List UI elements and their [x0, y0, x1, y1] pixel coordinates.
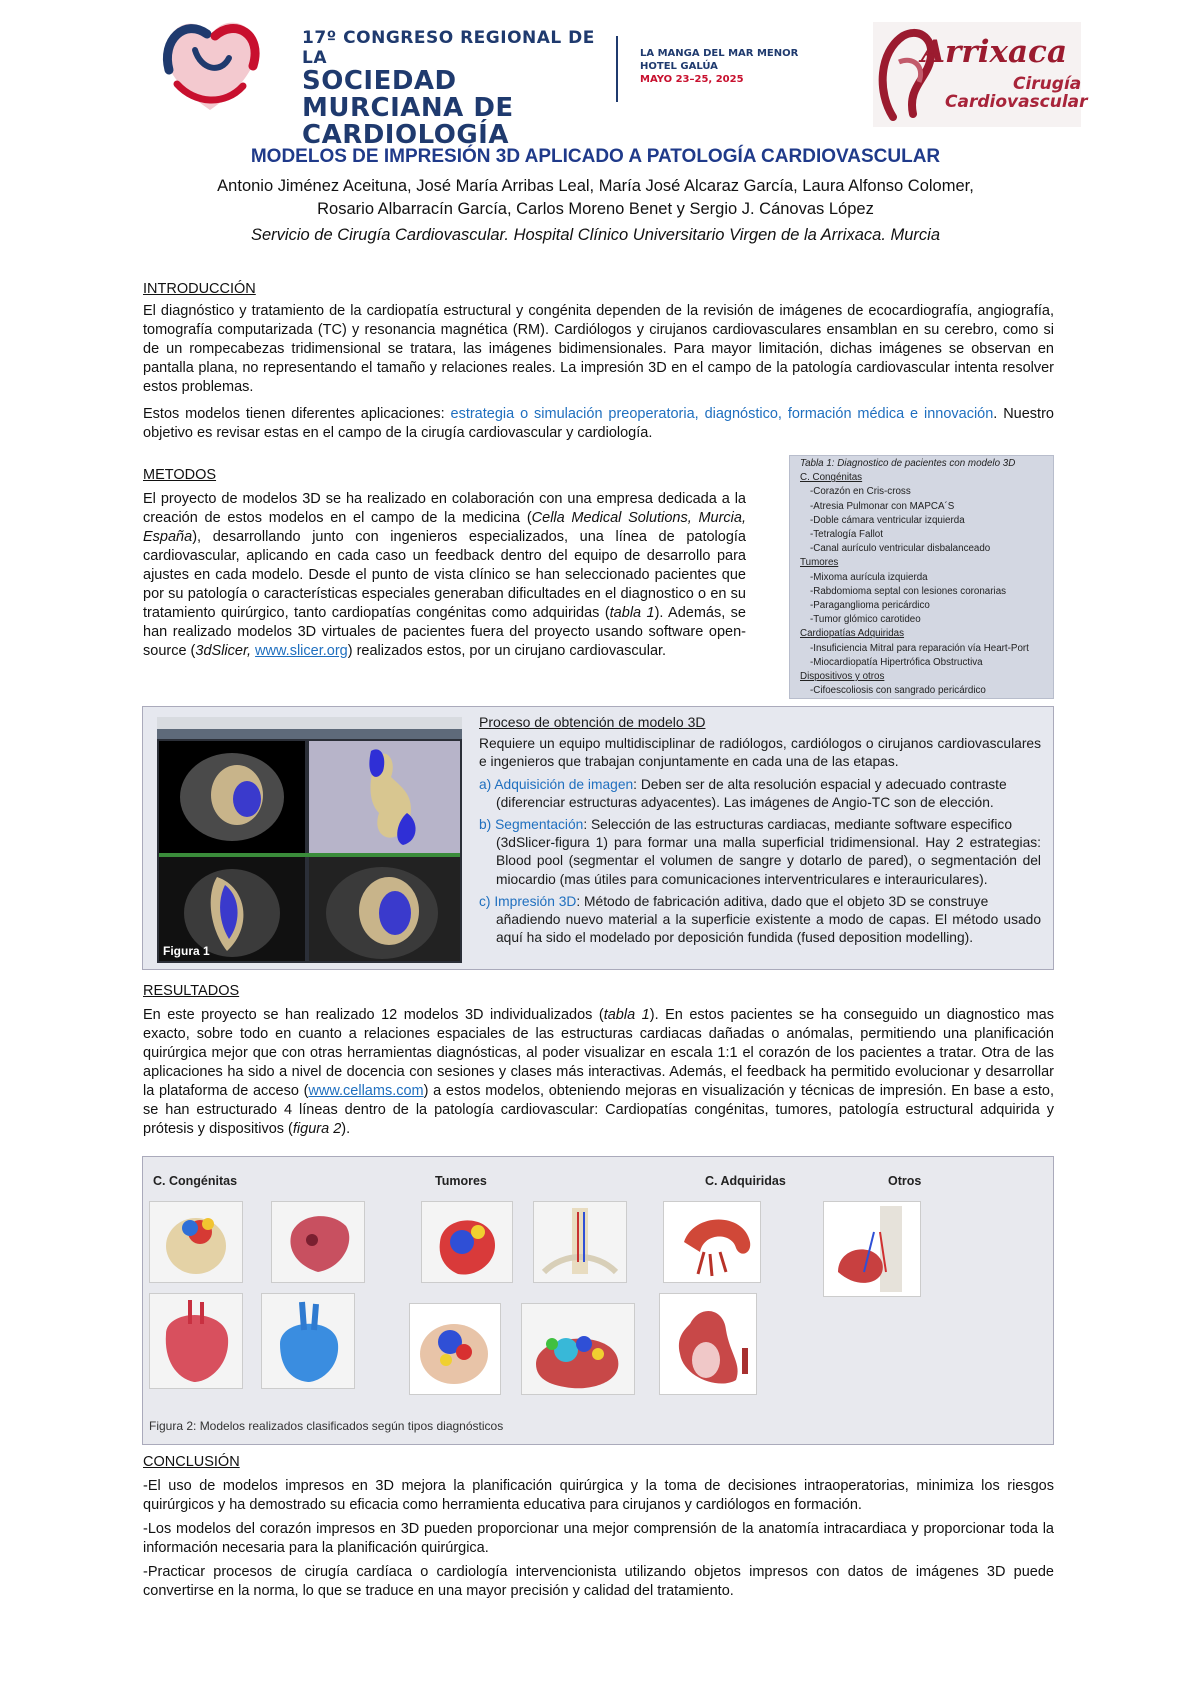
tabla-category: Dispositivos y otros [800, 671, 885, 683]
congress-edition: 17º CONGRESO REGIONAL DE LA [302, 28, 595, 68]
step-c-detail: añadiendo nuevo material a la superficie existente a modo de capas. El método usado aquí ha sido el modelado por deposición fundida (fused deposition modelling). [496, 912, 1041, 946]
model-photo-congenita-1 [149, 1201, 243, 1283]
tabla-item: -Paraganglioma pericárdico [810, 600, 930, 612]
arrixaca-cardiovascular: Cardiovascular [945, 92, 1088, 112]
author-list [150, 175, 1041, 221]
metodos-software: 3dSlicer, [195, 643, 256, 659]
model-photo-otros-1 [823, 1201, 921, 1297]
conclusion-point-3: -Practicar procesos de cirugía cardíaca o cardiología intervencionista utilizando objetos impresos con datos de imágenes 3D puede convertirse en la norma, lo que se traduce en una mayor precisión y calidad del tratamiento. [143, 1564, 1054, 1599]
figure-1-label: Figura 1 [163, 944, 210, 958]
tabla-category: Tumores [800, 557, 839, 569]
model-photo-adquirida-1 [663, 1201, 761, 1283]
model-photo-tumor-1 [421, 1201, 513, 1283]
model-photo-tumor-2 [533, 1201, 627, 1283]
poster-title: MODELOS DE IMPRESIÓN 3D APLICADO A PATOLOGÍA CARDIOVASCULAR [250, 146, 941, 167]
process-title: Proceso de obtención de modelo 3D [479, 714, 706, 730]
venue-location: LA MANGA DEL MAR MENOR [640, 48, 799, 59]
intro-paragraph-2 [143, 405, 1054, 443]
tabla-category: Cardiopatías Adquiridas [800, 628, 905, 640]
fig2-head-tumores: Tumores [435, 1174, 487, 1188]
process-panel [142, 706, 1054, 970]
affiliation: Servicio de Cirugía Cardiovascular. Hospital Clínico Universitario Virgen de la Arrixaca. Murcia [251, 226, 940, 244]
tabla-item: -Doble cámara ventricular izquierda [810, 514, 965, 526]
metodos-heading: METODOS [143, 467, 217, 483]
metodos-text-4: ) realizados estos, por un cirujano cardiovascular. [347, 643, 667, 659]
slicer-views-image [157, 717, 462, 963]
tabla-item: -Tetralogía Fallot [810, 529, 883, 541]
step-c-text: : Método de fabricación aditiva, dado que el objeto 3D se construye [576, 893, 989, 909]
metodos-paragraph [143, 490, 746, 661]
model-photo-adquirida-2 [659, 1293, 757, 1395]
intro-applications: estrategia o simulación preoperatoria, diagnóstico, formación médica e innovación [450, 406, 994, 422]
congress-venue [640, 47, 820, 86]
tabla-title: Tabla 1: Diagnostico de pacientes con modelo 3D [800, 458, 1016, 469]
conclusion-point-1: -El uso de modelos impresos en 3D mejora la planificación quirúrgica y la toma de decisiones intraoperatorias, minimiza los riesgos quirúrgicos y ha demostrado su eficacia como herramienta educativa para cirujanos y cardiólogos en formación. [143, 1478, 1054, 1513]
conclusion-heading: CONCLUSIÓN [143, 1454, 240, 1470]
society-specialty: CARDIOLOGÍA [302, 120, 509, 150]
intro-p2-end: . Nuestro objetivo es revisar estas en el campo de la cirugía cardiovascular y cardiología. [143, 406, 1054, 441]
metodos-company: Cella Medical Solutions, Murcia, España [143, 510, 746, 545]
resultados-figura-ref: figura 2 [292, 1121, 342, 1137]
model-photo-congenita-2 [271, 1201, 365, 1283]
resultados-tabla-ref: tabla 1 [603, 1007, 650, 1023]
fig2-head-adquiridas: C. Adquiridas [705, 1174, 786, 1188]
tabla-body [800, 471, 1053, 698]
arrixaca-wordmark: Arrixaca [921, 34, 1068, 70]
society-name: SOCIEDAD MURCIANA DE [302, 66, 514, 123]
tabla-1 [789, 455, 1054, 699]
header-divider [616, 36, 618, 102]
model-photo-tumor-3 [409, 1303, 501, 1395]
congress-name [302, 28, 622, 149]
arrixaca-cirugia: Cirugía [1013, 74, 1082, 94]
intro-p2-start: Estos modelos tienen diferentes aplicaciones: [143, 406, 451, 422]
fig2-head-otros: Otros [888, 1174, 922, 1188]
tabla-item: -Miocardiopatía Hipertrófica Obstructiva [810, 656, 983, 668]
step-b [479, 816, 1041, 834]
figure-2-panel [142, 1156, 1054, 1445]
poster-header [0, 0, 1191, 150]
resultados-heading: RESULTADOS [143, 983, 240, 999]
cellams-link[interactable]: www.cellams.com [308, 1083, 424, 1099]
venue-hotel: HOTEL GALÚA [640, 61, 718, 72]
step-a [479, 776, 1041, 794]
tabla-item: -Canal aurículo ventricular disbalanceado [810, 543, 991, 555]
metodos-tabla-ref: tabla 1 [609, 605, 655, 621]
metodos-text-3: ). Además, se han realizado modelos 3D virtuales de pacientes fuera del proyecto usando software open-source ( [143, 605, 746, 659]
resultados-text-3: ) a estos modelos, obteniendo mejoras en visualización y técnicas de impresión. En base a esto, se han estructurado 4 líneas dentro de la patología cardiovascular: Cardiopatías congénitas, tumores, patología estructural adquirida y prótesis y dispositivos ( [143, 1083, 1054, 1137]
metodos-text-1: El proyecto de modelos 3D se ha realizado en colaboración con una empresa dedicada a la creación de estos modelos en el campo de la medicina ( [143, 491, 746, 526]
figure-2-caption: Figura 2: Modelos realizados clasificados según tipos diagnósticos [149, 1419, 504, 1433]
tabla-item: -Insuficiencia Mitral para reparación vía Heart-Port [810, 642, 1029, 654]
intro-paragraph-1: El diagnóstico y tratamiento de la cardiopatía estructural y congénita dependen de la revisión de imágenes de ecocardiografía, angiografía, tomografía computarizada (TC) y resonancia magnética (RM). Cardiólogos y cirujanos cardiovasculares ensamblan en su cerebro, como si de un rompecabezas tridimensional se tratara, las imágenes bidimensionales. Para mayor limitación, dichas imágenes se observan en pantalla plana, no representando el tamaño y relaciones reales. La impresión 3D en el campo de la patología cardiovascular intenta resolver estos problemas. [143, 303, 1054, 395]
congress-heart-logo [155, 10, 265, 120]
fig2-head-congenitas: C. Congénitas [153, 1174, 238, 1188]
tabla-item: -Rabdomioma septal con lesiones coronarias [810, 585, 1007, 597]
tabla-category: C. Congénitas [800, 472, 863, 484]
figure-1-slicer-screenshot [157, 717, 462, 963]
tabla-item: -Corazón en Cris-cross [810, 486, 911, 498]
step-b-detail: (3dSlicer-figura 1) para formar una malla superficial tridimensional. Hay 2 estrategias: Blood pool (segmentar el volumen de sangre y dotarlo de pared), o segmentación del miocardio (mas útiles para comunicaciones interventriculares e interauriculares). [496, 835, 1041, 887]
tabla-item: -Atresia Pulmonar con MAPCA´S [810, 500, 955, 512]
resultados-text-2: ). En estos pacientes se ha conseguido un diagnostico mas exacto, sobre todo en cuanto a relaciones espaciales de las estructuras cardiacas dañadas o anómalas, permitiendo una planificación quirúrgica mejor que con otras herramientas diagnósticas, al poder visualizar en escala 1:1 el corazón de los pacientes a tratar. Otra de las aplicaciones ha sido a nivel de docencia con sesiones y clases más interactivas. Además, el feedback ha permitido evolucionar y desarrollar la plataforma de acceso ( [143, 1007, 1054, 1099]
arrixaca-logo [873, 22, 1088, 127]
tabla-item: -Cifoescoliosis con sangrado pericárdico [810, 685, 986, 697]
step-c [479, 893, 1041, 911]
tabla-item: -Tumor glómico carotideo [810, 614, 921, 626]
resultados-text-1: En este proyecto se han realizado 12 modelos 3D individualizados ( [143, 1007, 604, 1023]
slicer-link[interactable]: www.slicer.org [255, 643, 348, 659]
model-photo-congenita-4 [261, 1293, 355, 1389]
conclusion-point-2: -Los modelos del corazón impresos en 3D pueden proporcionar una mejor comprensión de la anatomía intracardiaca y proporcionar toda la información necesaria para la planificación quirúrgica. [143, 1521, 1054, 1556]
tabla-item: -Mixoma aurícula izquierda [810, 571, 928, 583]
metodos-text-2: ), desarrollando junto con ingenieros especializados, una línea de patología cardiovascular, aplicando en cada caso un feedback dentro del equipo de desarrollo para ajustes en cada modelo. Desde el punto de vista clínico se han seleccionado pacientes que por su patología o características especiales generaban dificultades en el diagnostico o en su tratamiento quirúrgico, tanto cardiopatías congénitas como adquiridas ( [143, 529, 746, 621]
step-a-label: a) Adquisición de imagen [479, 776, 634, 792]
resultados-paragraph [143, 1006, 1054, 1139]
step-b-text: : Selección de las estructuras cardiacas, mediante software especifico [583, 817, 1012, 833]
step-b-label: b) Segmentación [479, 817, 584, 833]
authors-line-1: Antonio Jiménez Aceituna, José María Arribas Leal, María José Alcaraz García, Laura Alfonso Colomer, [217, 177, 974, 195]
step-a-text: : Deben ser de alta resolución espacial y adecuado contraste [633, 776, 1007, 792]
process-intro: Requiere un equipo multidisciplinar de radiólogos, cardiólogos o cirujanos cardiovasculares e ingenieros que trabajan conjuntamente en cada una de las etapas. [479, 736, 1041, 770]
step-c-label: c) Impresión 3D [479, 893, 577, 909]
venue-dates: MAYO 23–25, 2025 [640, 74, 744, 85]
resultados-text-4: ). [341, 1121, 351, 1137]
process-text [479, 713, 1041, 947]
authors-line-2: Rosario Albarracín García, Carlos Moreno Benet y Sergio J. Cánovas López [317, 200, 874, 218]
model-photo-tumor-4 [521, 1303, 635, 1395]
intro-heading: INTRODUCCIÓN [143, 281, 256, 297]
step-a-detail: (diferenciar estructuras adyacentes). Las imágenes de Angio-TC son de elección. [496, 794, 994, 810]
model-photo-congenita-3 [149, 1293, 243, 1389]
